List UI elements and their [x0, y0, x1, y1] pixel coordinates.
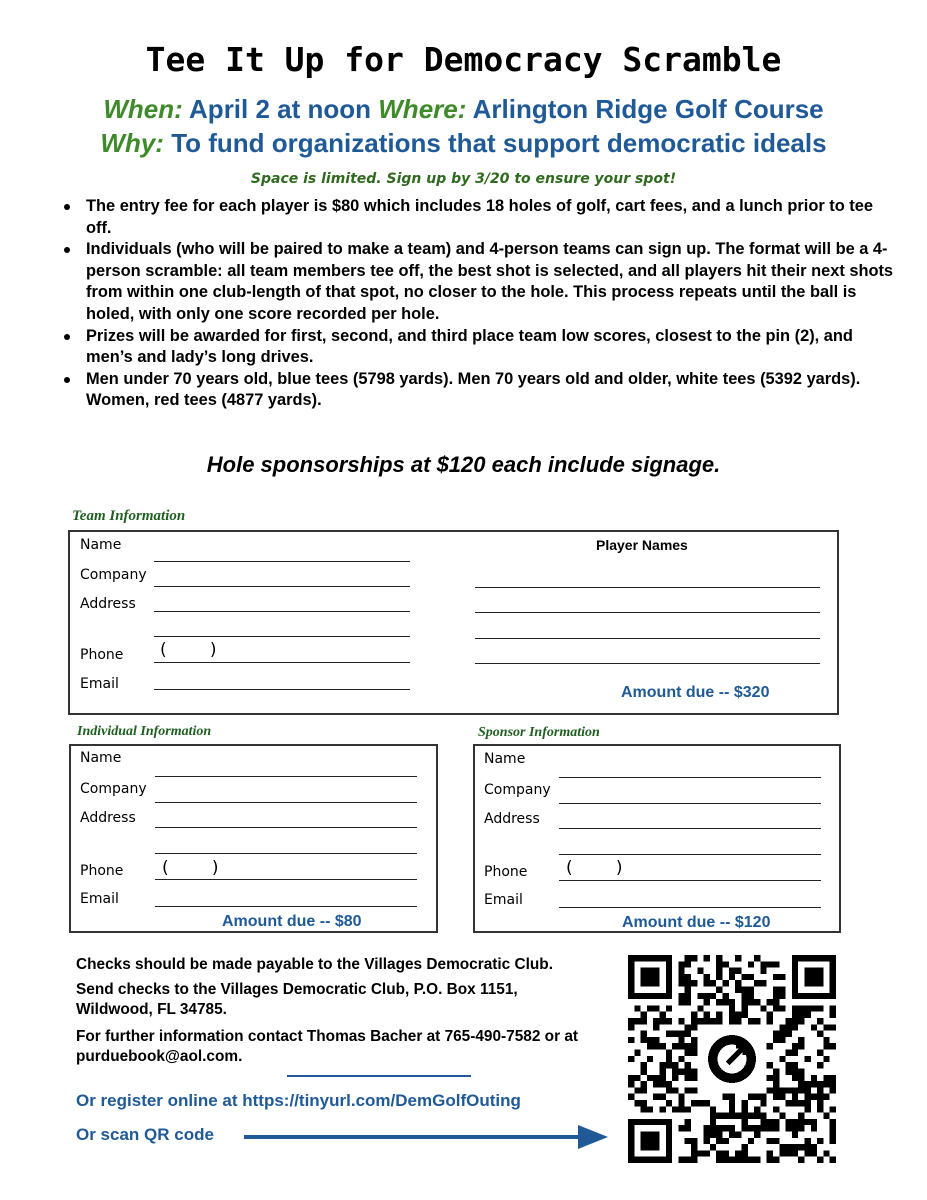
individual-name-field[interactable]	[155, 776, 417, 777]
team-email-label: Email	[80, 676, 119, 692]
sponsor-form	[473, 744, 841, 933]
individual-email-label: Email	[80, 891, 119, 907]
when-label: When:	[103, 94, 183, 124]
individual-amount-due: Amount due -- $80	[222, 913, 362, 930]
bullet-icon	[64, 334, 70, 340]
send-checks-note: Send checks to the Villages Democratic Club, P.O. Box 1151, Wildwood, FL 34785.	[76, 981, 518, 1018]
individual-phone-label: Phone	[80, 863, 124, 879]
details-list	[58, 196, 898, 412]
player-name-field-2[interactable]	[475, 612, 820, 613]
sponsorship-note: Hole sponsorships at $120 each include signage.	[206, 452, 721, 477]
individual-address-label: Address	[80, 810, 136, 826]
team-name-field[interactable]	[154, 561, 410, 562]
sponsor-email-field[interactable]	[559, 907, 821, 908]
sponsor-amount-due: Amount due -- $120	[622, 914, 771, 931]
team-address-label: Address	[80, 596, 136, 612]
team-phone-label: Phone	[80, 647, 124, 663]
individual-company-label: Company	[80, 781, 147, 797]
sponsor-address-label: Address	[484, 811, 540, 827]
bullet-icon	[64, 204, 70, 210]
sponsor-company-field[interactable]	[559, 803, 821, 804]
team-section-title: Team Information	[72, 508, 186, 524]
bullet-icon	[64, 247, 70, 253]
team-form	[68, 530, 839, 715]
team-email-field[interactable]	[154, 689, 410, 690]
player-name-field-4[interactable]	[475, 663, 820, 664]
sponsor-company-label: Company	[484, 782, 551, 798]
individual-phone-parens: ( )	[162, 858, 219, 878]
divider	[287, 1075, 471, 1077]
sponsor-phone-field[interactable]	[559, 880, 821, 881]
why-value: To fund organizations that support democratic ideals	[171, 128, 827, 158]
sponsor-phone-parens: ( )	[566, 858, 623, 878]
list-item: Men under 70 years old, blue tees (5798 yards). Men 70 years old and older, white tees (5392 yards). Women, red tees (4877 yards).	[86, 369, 898, 412]
list-item: The entry fee for each player is $80 which includes 18 holes of golf, cart fees, and a lunch prior to tee off.	[86, 196, 898, 239]
qr-code-icon[interactable]	[628, 955, 836, 1163]
team-company-label: Company	[80, 567, 147, 583]
player-name-field-3[interactable]	[475, 638, 820, 639]
scan-qr-label: Or scan QR code	[76, 1125, 214, 1144]
team-amount-due: Amount due -- $320	[621, 684, 770, 701]
individual-company-field[interactable]	[155, 802, 417, 803]
individual-form	[69, 744, 438, 933]
team-phone-parens: ( )	[160, 640, 217, 660]
sponsor-section-title: Sponsor Information	[478, 725, 600, 740]
sponsor-address-field[interactable]	[559, 828, 821, 829]
bullet-icon	[64, 377, 70, 383]
when-where-line	[0, 94, 927, 125]
checks-payable-note: Checks should be made payable to the Villages Democratic Club.	[76, 956, 553, 973]
team-address-field[interactable]	[154, 611, 410, 612]
team-name-label: Name	[80, 537, 122, 553]
list-item: Individuals (who will be paired to make a team) and 4-person teams can sign up. The format will be a 4-person scramble: all team members tee off, the best shot is selected, and all players hit their next shots from within one club-length of that spot, no closer to the hole. This process repeats until the ball is holed, with only one score recorded per hole.	[86, 239, 898, 325]
individual-address-field-2[interactable]	[155, 853, 417, 854]
page-title: Tee It Up for Democracy Scramble	[145, 40, 782, 79]
where-label: Where:	[378, 94, 467, 124]
sponsor-name-field[interactable]	[559, 777, 821, 778]
sponsor-phone-label: Phone	[484, 864, 528, 880]
individual-name-label: Name	[80, 750, 122, 766]
register-online-link[interactable]: Or register online at https://tinyurl.com/DemGolfOuting	[76, 1091, 521, 1110]
player-names-label: Player Names	[596, 537, 688, 553]
list-item: Prizes will be awarded for first, second, and third place team low scores, closest to the pin (2), and men’s and lady’s long drives.	[86, 326, 898, 369]
sponsor-address-field-2[interactable]	[559, 854, 821, 855]
arrow-right-icon	[244, 1124, 608, 1150]
player-name-field-1[interactable]	[475, 587, 820, 588]
individual-section-title: Individual Information	[77, 724, 212, 739]
space-notice: Space is limited. Sign up by 3/20 to ensure your spot!	[250, 171, 677, 187]
sponsor-email-label: Email	[484, 892, 523, 908]
team-address-field-2[interactable]	[154, 636, 410, 637]
why-label: Why:	[100, 128, 164, 158]
individual-address-field[interactable]	[155, 827, 417, 828]
team-company-field[interactable]	[154, 586, 410, 587]
contact-note: For further information contact Thomas Bacher at 765-490-7582 or at purduebook@aol.com.	[76, 1028, 579, 1065]
individual-email-field[interactable]	[155, 906, 417, 907]
where-value: Arlington Ridge Golf Course	[472, 94, 824, 124]
why-line	[0, 128, 927, 159]
individual-phone-field[interactable]	[155, 879, 417, 880]
when-value: April 2 at noon	[189, 94, 372, 124]
team-phone-field[interactable]	[154, 662, 410, 663]
sponsor-name-label: Name	[484, 751, 526, 767]
